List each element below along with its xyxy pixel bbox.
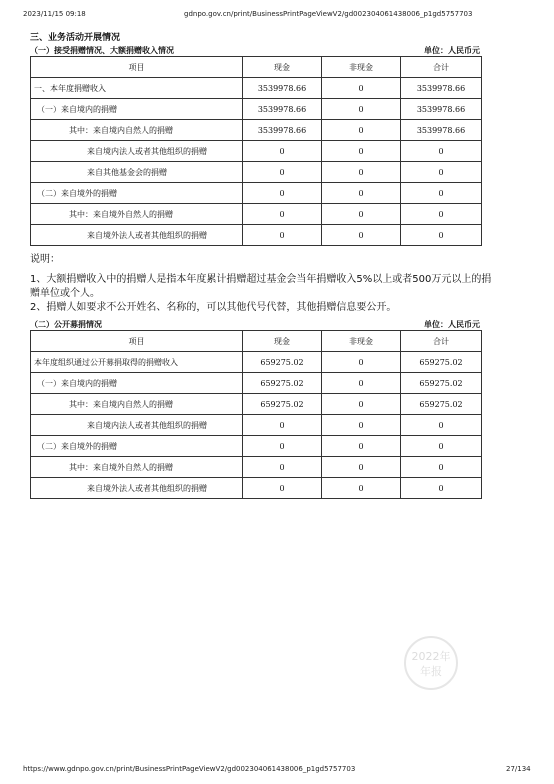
- row-label: （二）来自境外的捐赠: [31, 436, 243, 457]
- header-cash: 现金: [243, 331, 322, 352]
- public-fundraising-table: [30, 330, 482, 499]
- row-label: （一）来自境内的捐赠: [31, 99, 243, 120]
- row-label: 本年度组织通过公开募捐取得的捐赠收入: [31, 352, 243, 373]
- table-row: [31, 78, 482, 99]
- table-row: [31, 183, 482, 204]
- cash-cell: 0: [243, 204, 322, 225]
- section-title: 三、业务活动开展情况: [30, 33, 121, 43]
- cash-cell: 3539978.66: [243, 120, 322, 141]
- table1-unit: 单位：人民币元: [424, 46, 480, 55]
- noncash-cell: 0: [322, 415, 401, 436]
- noncash-cell: 0: [322, 120, 401, 141]
- print-datetime: 2023/11/15 09:18: [23, 10, 86, 18]
- noncash-cell: 0: [322, 373, 401, 394]
- noncash-cell: 0: [322, 162, 401, 183]
- total-cell: 0: [401, 225, 482, 246]
- cash-cell: 0: [243, 141, 322, 162]
- noncash-cell: 0: [322, 141, 401, 162]
- table-row: [31, 436, 482, 457]
- total-cell: 659275.02: [401, 373, 482, 394]
- table-row: [31, 352, 482, 373]
- table-row: [31, 225, 482, 246]
- noncash-cell: 0: [322, 99, 401, 120]
- noncash-cell: 0: [322, 78, 401, 99]
- table-row: [31, 478, 482, 499]
- table-row: [31, 162, 482, 183]
- cash-cell: 659275.02: [243, 394, 322, 415]
- cash-cell: 3539978.66: [243, 99, 322, 120]
- noncash-cell: 0: [322, 457, 401, 478]
- noncash-cell: 0: [322, 225, 401, 246]
- total-cell: 0: [401, 436, 482, 457]
- table-row: [31, 204, 482, 225]
- table-row: [31, 373, 482, 394]
- row-label: 一、本年度捐赠收入: [31, 78, 243, 99]
- row-label: 来自境外法人或者其他组织的捐赠: [31, 478, 243, 499]
- noncash-cell: 0: [322, 183, 401, 204]
- header-cash: 现金: [243, 57, 322, 78]
- header-noncash: 非现金: [322, 331, 401, 352]
- row-label: 其中：来自境内自然人的捐赠: [31, 120, 243, 141]
- header-total: 合计: [401, 331, 482, 352]
- notes-block: [30, 253, 500, 315]
- noncash-cell: 0: [322, 436, 401, 457]
- total-cell: 0: [401, 183, 482, 204]
- cash-cell: 659275.02: [243, 373, 322, 394]
- header-item: 项目: [31, 57, 243, 78]
- total-cell: 0: [401, 415, 482, 436]
- cash-cell: 0: [243, 162, 322, 183]
- annual-report-watermark: [404, 636, 458, 690]
- total-cell: 0: [401, 457, 482, 478]
- table2-unit: 单位：人民币元: [424, 320, 480, 329]
- total-cell: 3539978.66: [401, 78, 482, 99]
- cash-cell: 0: [243, 183, 322, 204]
- total-cell: 0: [401, 204, 482, 225]
- row-label: （二）来自境外的捐赠: [31, 183, 243, 204]
- watermark-label: 年报: [420, 665, 442, 678]
- total-cell: 0: [401, 478, 482, 499]
- page-number: 27/134: [506, 765, 531, 773]
- noncash-cell: 0: [322, 394, 401, 415]
- total-cell: 3539978.66: [401, 120, 482, 141]
- noncash-cell: 0: [322, 352, 401, 373]
- watermark-year: 2022年: [411, 650, 451, 663]
- cash-cell: 0: [243, 225, 322, 246]
- print-url-header: gdnpo.gov.cn/print/BusinessPrintPageViewV2/gd002304061438006_p1gd5757703: [184, 10, 473, 18]
- table2-subtitle: （二）公开募捐情况: [30, 320, 102, 329]
- row-label: 来自境内法人或者其他组织的捐赠: [31, 141, 243, 162]
- table-row: [31, 457, 482, 478]
- table-row: [31, 120, 482, 141]
- notes-title: 说明：: [30, 254, 60, 265]
- cash-cell: 0: [243, 415, 322, 436]
- table-header-row: [31, 331, 482, 352]
- table-row: [31, 415, 482, 436]
- row-label: 来自其他基金会的捐赠: [31, 162, 243, 183]
- total-cell: 659275.02: [401, 352, 482, 373]
- row-label: 其中：来自境外自然人的捐赠: [31, 457, 243, 478]
- row-label: 来自境外法人或者其他组织的捐赠: [31, 225, 243, 246]
- table-row: [31, 141, 482, 162]
- total-cell: 0: [401, 141, 482, 162]
- donation-income-table: [30, 56, 482, 246]
- cash-cell: 0: [243, 478, 322, 499]
- noncash-cell: 0: [322, 478, 401, 499]
- cash-cell: 0: [243, 436, 322, 457]
- print-url-footer: https://www.gdnpo.gov.cn/print/BusinessPrintPageViewV2/gd002304061438006_p1gd5757703: [23, 765, 356, 773]
- header-noncash: 非现金: [322, 57, 401, 78]
- total-cell: 659275.02: [401, 394, 482, 415]
- table-header-row: [31, 57, 482, 78]
- cash-cell: 3539978.66: [243, 78, 322, 99]
- row-label: 来自境内法人或者其他组织的捐赠: [31, 415, 243, 436]
- row-label: 其中：来自境外自然人的捐赠: [31, 204, 243, 225]
- noncash-cell: 0: [322, 204, 401, 225]
- total-cell: 0: [401, 162, 482, 183]
- table1-subtitle: （一）接受捐赠情况、大额捐赠收入情况: [30, 46, 174, 55]
- cash-cell: 659275.02: [243, 352, 322, 373]
- header-total: 合计: [401, 57, 482, 78]
- table-row: [31, 394, 482, 415]
- header-item: 项目: [31, 331, 243, 352]
- table-row: [31, 99, 482, 120]
- note-item-1: 1、大额捐赠收入中的捐赠人是指本年度累计捐赠超过基金会当年捐赠收入5%以上或者500万元以上的捐赠单位或个人。: [30, 274, 492, 299]
- row-label: （一）来自境内的捐赠: [31, 373, 243, 394]
- note-item-2: 2、捐赠人如要求不公开姓名、名称的，可以其他代号代替，其他捐赠信息要公开。: [30, 302, 397, 313]
- cash-cell: 0: [243, 457, 322, 478]
- row-label: 其中：来自境内自然人的捐赠: [31, 394, 243, 415]
- total-cell: 3539978.66: [401, 99, 482, 120]
